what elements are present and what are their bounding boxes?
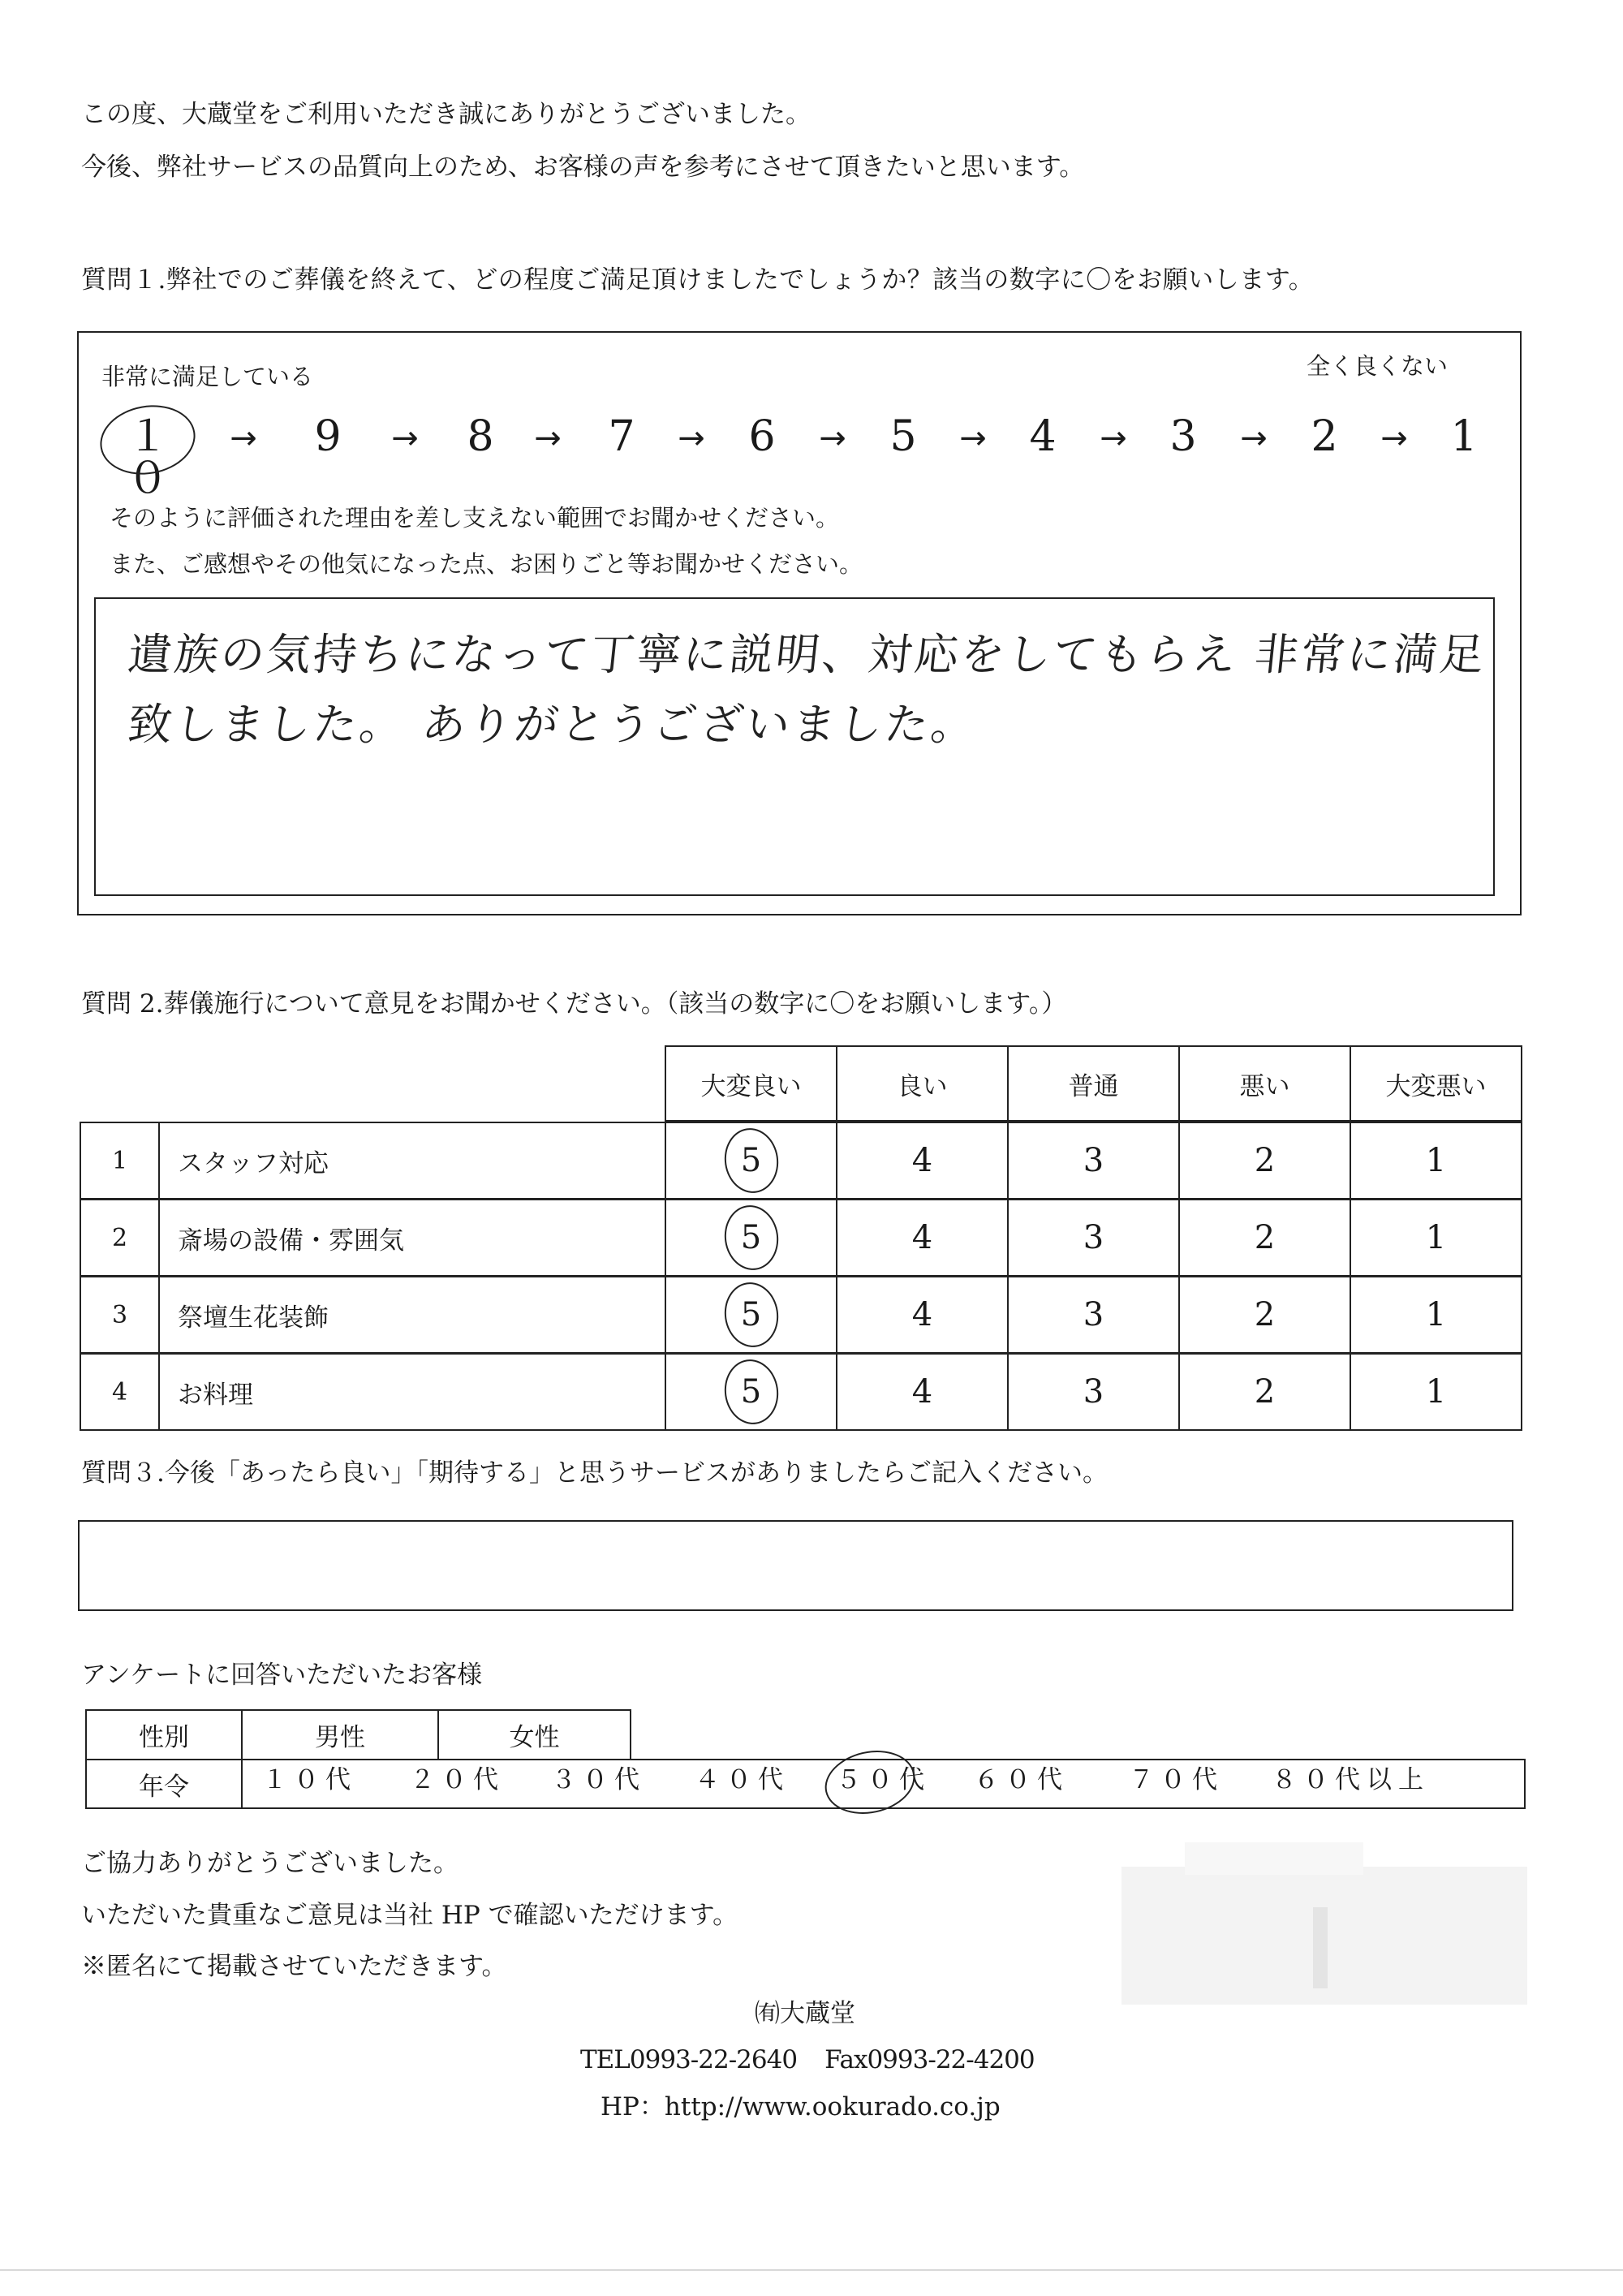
rating-option-1[interactable] (1350, 1122, 1522, 1200)
q1-reason-prompt-1: そのように評価された理由を差し支えない範囲でお聞かせください。 (110, 504, 840, 532)
age-label: 年令 (139, 1772, 189, 1802)
rating-option-2[interactable] (1178, 1199, 1351, 1277)
rating-value: 3 (1083, 1296, 1104, 1333)
row-number: 2 (80, 1199, 160, 1277)
footer-contact (580, 2045, 1035, 2074)
rating-value: 1 (1425, 1373, 1447, 1411)
rating-value: 3 (1083, 1373, 1104, 1411)
row-number: 3 (80, 1276, 160, 1354)
scale-option-2[interactable]: 2 (1311, 412, 1338, 461)
table-row (80, 1353, 1521, 1431)
q2-rating-table (80, 1045, 1521, 1431)
gender-label-cell (85, 1709, 243, 1760)
rating-option-5[interactable] (665, 1276, 837, 1354)
rating-option-4[interactable] (836, 1353, 1009, 1431)
column-header: 悪い (1178, 1045, 1351, 1122)
gender-option-female-label: 女性 (509, 1723, 560, 1752)
gender-option-male-label: 男性 (315, 1723, 365, 1752)
rating-value: 2 (1254, 1373, 1276, 1411)
scale-option-6[interactable]: 6 (748, 412, 776, 461)
rating-value: 1 (1425, 1142, 1447, 1179)
scan-edge (0, 2269, 1623, 2271)
age-option[interactable]: ６０代 (974, 1765, 1069, 1794)
redacted-area-mark (1313, 1907, 1328, 1988)
redacted-area-top (1185, 1842, 1363, 1875)
q2-question: 質問 2.葬儀施行について意見をお聞かせください。（該当の数字に〇をお願いします。） (81, 989, 1067, 1019)
footer-company: ㈲大蔵堂 (755, 1999, 855, 2028)
rating-option-4[interactable] (836, 1122, 1009, 1200)
row-label: 祭壇生花装飾 (158, 1276, 666, 1354)
rating-value: 1 (1425, 1296, 1447, 1333)
rating-value: 4 (911, 1373, 933, 1411)
footer-tel: TEL0993-22-2640 (580, 2045, 798, 2074)
rating-value: 4 (911, 1219, 933, 1256)
rating-value: 3 (1083, 1219, 1104, 1256)
rating-value: 5 (740, 1373, 762, 1411)
scale-option-9[interactable]: 9 (314, 412, 342, 461)
row-label: お料理 (158, 1353, 666, 1431)
age-option[interactable]: ７０代 (1129, 1765, 1224, 1794)
q1-reason-prompt-2: また、ご感想やその他気になった点、お困りごと等お聞かせください。 (110, 550, 863, 578)
gender-option-male[interactable] (241, 1709, 439, 1760)
rating-value: 2 (1254, 1219, 1276, 1256)
rating-option-4[interactable] (836, 1199, 1009, 1277)
q1-left-label: 非常に満足している (101, 363, 314, 390)
intro-line-2: 今後、弊社サービスの品質向上のため、お客様の声を参考にさせて頂きたいと思います。 (81, 153, 1085, 182)
selected-circle-mark (819, 1742, 920, 1822)
rating-option-2[interactable] (1178, 1122, 1351, 1200)
intro-line-1: この度、大蔵堂をご利用いただき誠にありがとうございました。 (81, 100, 811, 129)
scale-option-10[interactable]: １０ (126, 412, 174, 503)
column-header: 大変悪い (1350, 1045, 1522, 1122)
scale-option-3[interactable]: 3 (1169, 412, 1197, 461)
selected-circle-mark (720, 1356, 781, 1428)
rating-option-3[interactable] (1007, 1122, 1180, 1200)
scale-option-5[interactable]: 5 (889, 412, 917, 461)
rating-option-1[interactable] (1350, 1199, 1522, 1277)
age-option[interactable]: ４０代 (695, 1765, 790, 1794)
rating-option-1[interactable] (1350, 1353, 1522, 1431)
q1-right-label: 全く良くない (1307, 352, 1449, 380)
footer-note-2: ※匿名にて掲載させていただきます。 (81, 1952, 507, 1981)
arrow-right-icon: → (534, 420, 562, 457)
rating-option-1[interactable] (1350, 1276, 1522, 1354)
age-option[interactable]: ８０代以上 (1272, 1765, 1430, 1794)
selected-circle-mark (720, 1279, 781, 1350)
rating-option-2[interactable] (1178, 1353, 1351, 1431)
row-number: 4 (80, 1353, 160, 1431)
row-number: 1 (80, 1122, 160, 1200)
rating-value: 5 (740, 1219, 762, 1256)
footer-note-1: いただいた貴重なご意見は当社 HP で確認いただけます。 (81, 1901, 738, 1930)
table-row (80, 1276, 1521, 1354)
age-option[interactable]: ５０代 (836, 1765, 931, 1794)
q1-answer-line-1: 遺族の気持ちになって丁寧に説明、対応をしてもらえ 非常に満足 (125, 629, 1489, 680)
footer-fax: Fax0993-22-4200 (824, 2045, 1035, 2074)
rating-value: 4 (911, 1142, 933, 1179)
row-label: スタッフ対応 (158, 1122, 666, 1200)
q3-question: 質問３.今後「あったら良い」「期待する」と思うサービスがありましたらご記入ください。 (81, 1458, 1109, 1488)
rating-value: 1 (1425, 1219, 1447, 1256)
rating-value: 2 (1254, 1296, 1276, 1333)
arrow-right-icon: → (391, 420, 419, 457)
column-header: 良い (836, 1045, 1009, 1122)
rating-option-4[interactable] (836, 1276, 1009, 1354)
rating-option-3[interactable] (1007, 1199, 1180, 1277)
q3-answer-box[interactable] (78, 1520, 1513, 1611)
rating-option-5[interactable] (665, 1122, 837, 1200)
gender-option-female[interactable] (437, 1709, 631, 1760)
q1-answer-line-2: 致しました。 ありがとうございました。 (125, 699, 980, 750)
selected-circle-mark (720, 1202, 781, 1273)
arrow-right-icon: → (1240, 420, 1268, 457)
arrow-right-icon: → (230, 420, 257, 457)
gender-label: 性別 (139, 1723, 189, 1752)
table-row (80, 1122, 1521, 1200)
row-label: 斎場の設備・雰囲気 (158, 1199, 666, 1277)
age-option[interactable]: １０代 (262, 1765, 357, 1794)
age-option[interactable]: ３０代 (551, 1765, 646, 1794)
footer-thanks: ご協力ありがとうございました。 (81, 1849, 458, 1878)
arrow-right-icon: → (1100, 420, 1127, 457)
q1-question: 質問１.弊社でのご葬儀を終えて、どの程度ご満足頂けましたでしょうか？該当の数字に〇をお願いします。 (81, 265, 1315, 295)
age-label-cell (85, 1759, 243, 1809)
rating-value: 5 (740, 1296, 762, 1333)
rating-option-3[interactable] (1007, 1276, 1180, 1354)
column-header: 普通 (1007, 1045, 1180, 1122)
rating-value: 3 (1083, 1142, 1104, 1179)
rating-option-5[interactable] (665, 1353, 837, 1431)
rating-value: 5 (740, 1142, 762, 1179)
q1-answer-box[interactable] (94, 597, 1495, 896)
scale-option-7[interactable]: 7 (608, 412, 635, 461)
rating-option-3[interactable] (1007, 1353, 1180, 1431)
scale-option-1[interactable]: 1 (1450, 412, 1478, 461)
rating-option-2[interactable] (1178, 1276, 1351, 1354)
rating-value: 2 (1254, 1142, 1276, 1179)
scale-option-8[interactable]: 8 (467, 412, 494, 461)
arrow-right-icon: → (819, 420, 846, 457)
age-option[interactable]: ２０代 (410, 1765, 505, 1794)
column-header: 大変良い (665, 1045, 837, 1122)
rating-option-5[interactable] (665, 1199, 837, 1277)
footer-hp-link[interactable]: HP：http://www.ookurado.co.jp (601, 2092, 1001, 2122)
arrow-right-icon: → (678, 420, 705, 457)
selected-circle-mark (720, 1125, 781, 1196)
scale-option-4[interactable]: 4 (1029, 412, 1057, 461)
arrow-right-icon: → (959, 420, 987, 457)
respondent-title: アンケートに回答いただいたお客様 (81, 1661, 483, 1690)
table-row (80, 1199, 1521, 1277)
arrow-right-icon: → (1380, 420, 1408, 457)
rating-value: 4 (911, 1296, 933, 1333)
